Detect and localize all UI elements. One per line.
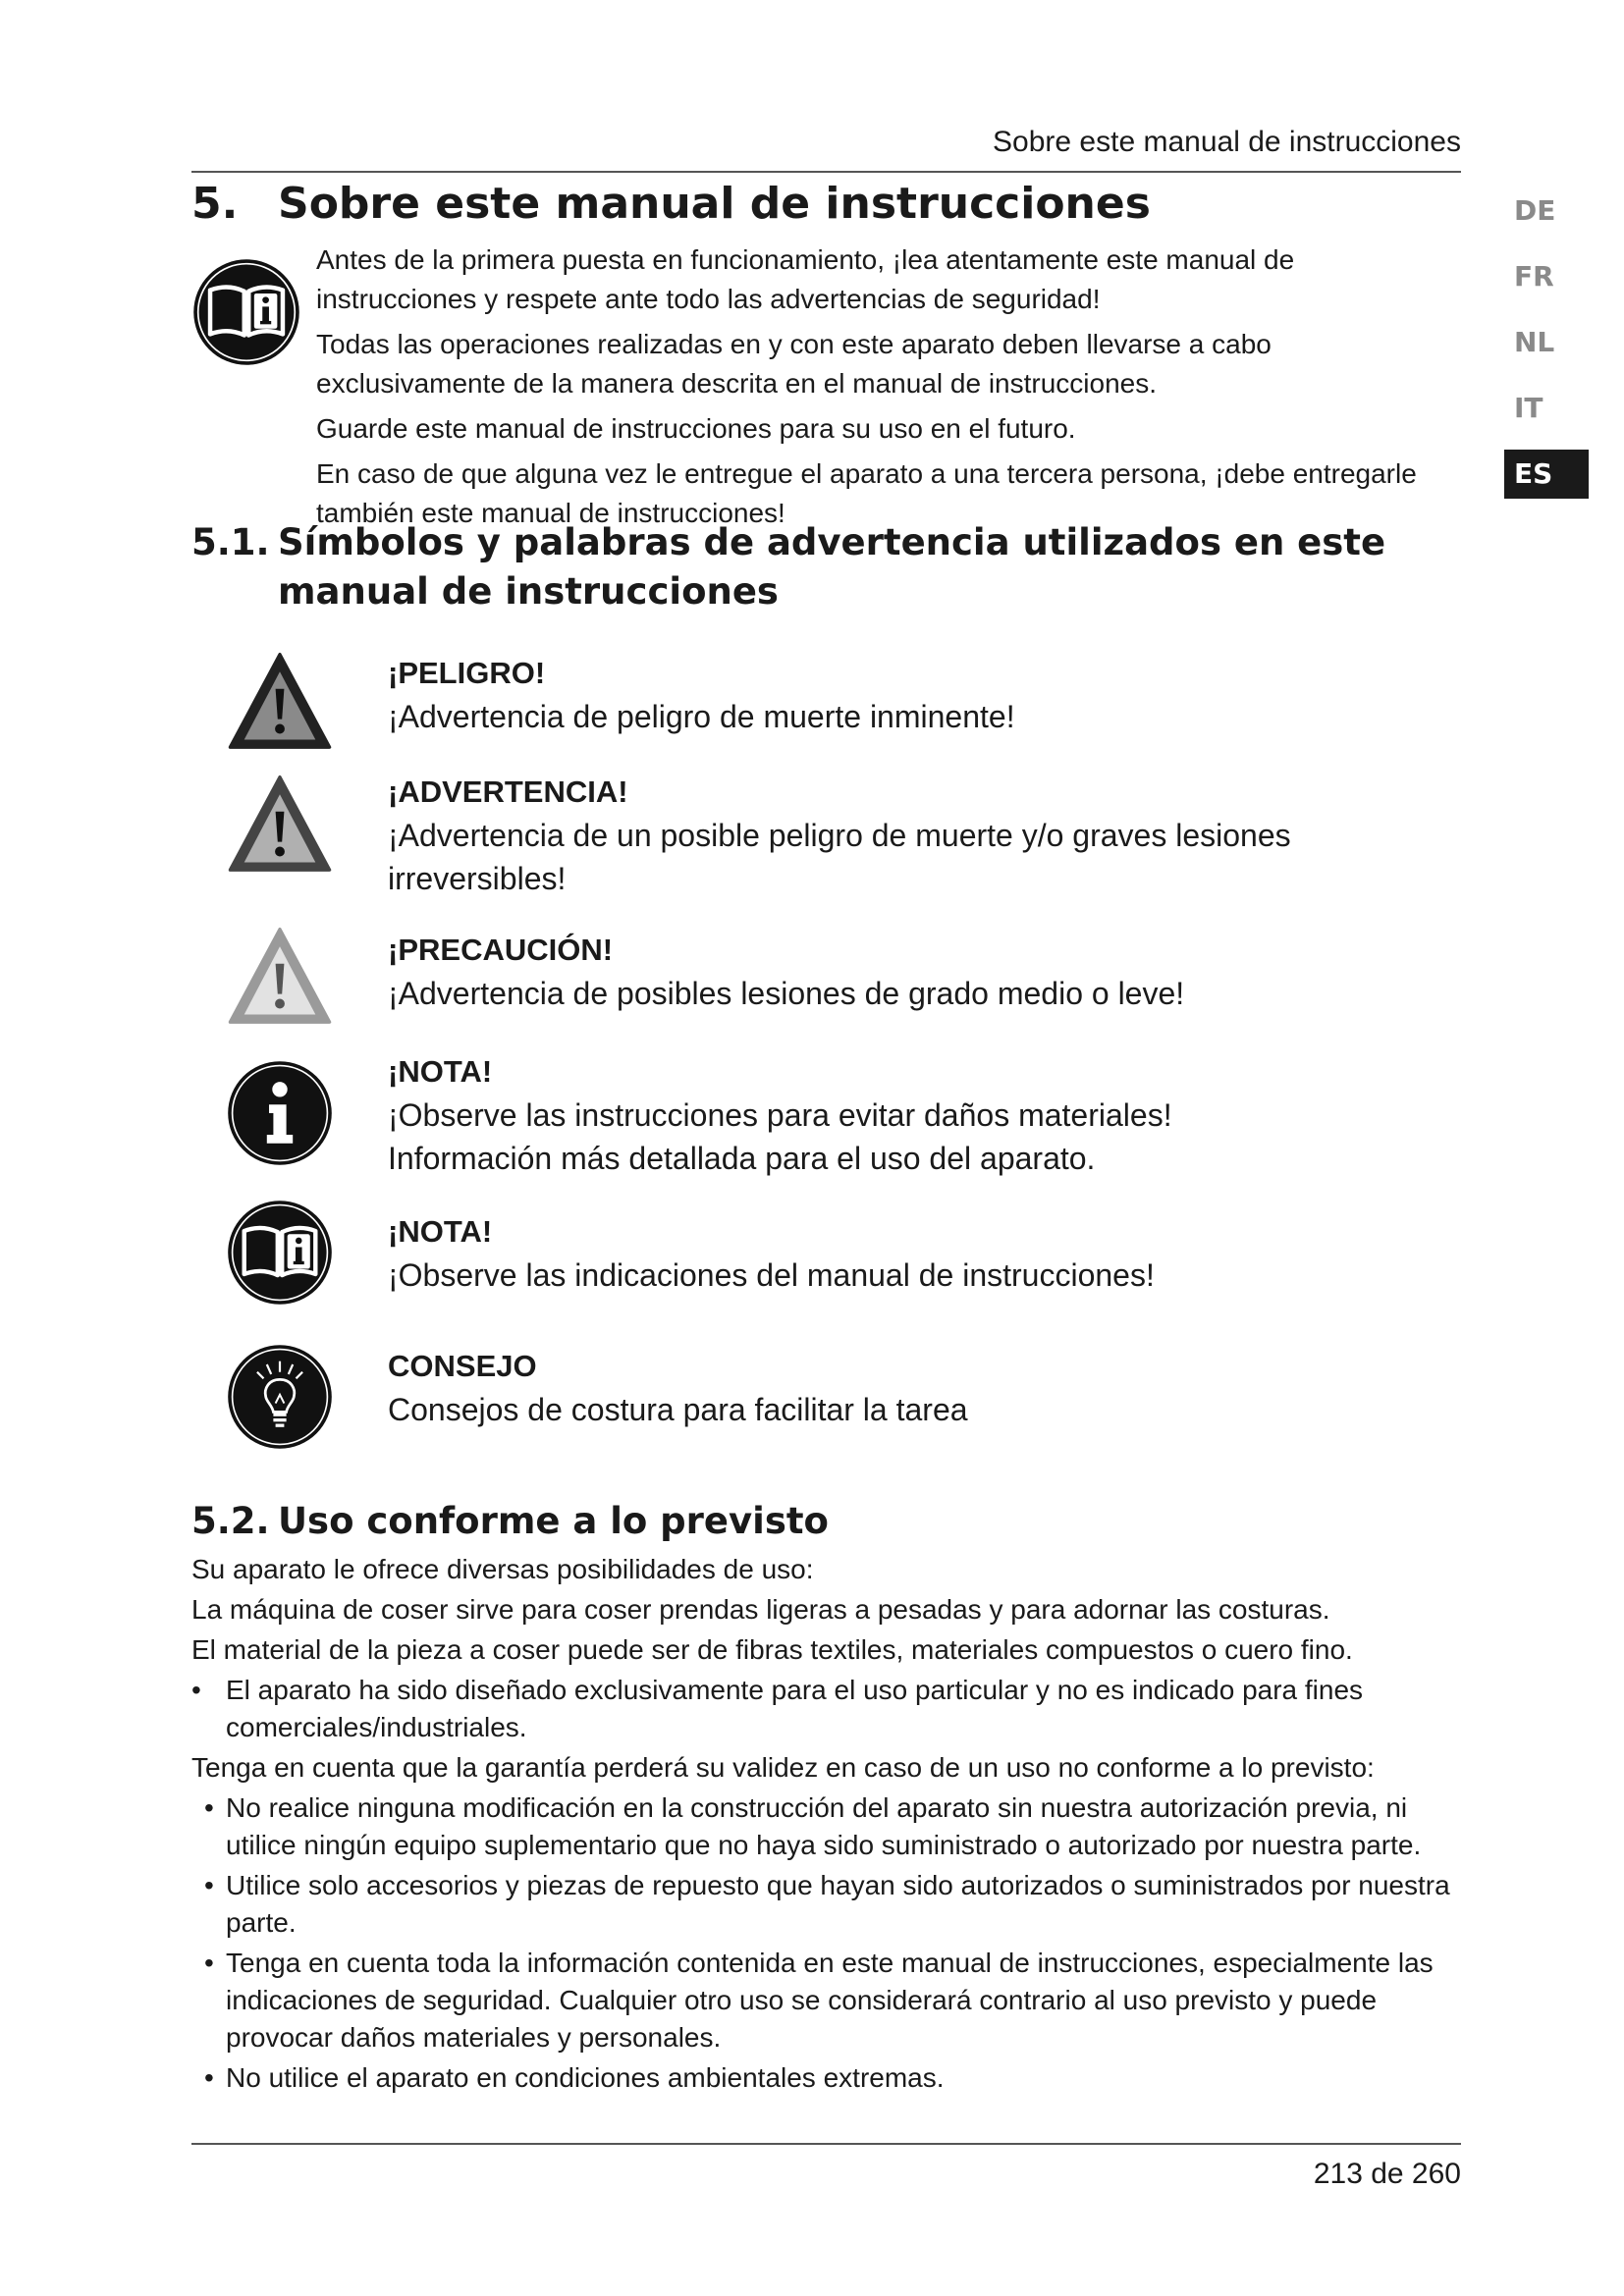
lang-tab-fr[interactable]: FR: [1514, 260, 1554, 293]
symbol-text: ¡Observe las instrucciones para evitar daños materiales!: [388, 1097, 1172, 1133]
info-icon: [226, 1059, 334, 1167]
lang-tab-es[interactable]: ES: [1504, 450, 1589, 499]
list-item-text: No realice ninguna modificación en la construcción del aparato sin nuestra autorización previa, ni utilice ningún equipo suplementario que no haya sido suministrado o autorizado por nuestra parte.: [226, 1792, 1422, 1860]
paragraph: Antes de la primera puesta en funcionamiento, ¡lea atentamente este manual de instrucciones y respete ante todo las advertencias de seguridad!: [316, 244, 1295, 314]
danger-triangle-icon: [226, 648, 334, 756]
symbol-body: [388, 652, 1458, 738]
footer-rule: [191, 2143, 1461, 2145]
section-number: 5.1.: [191, 521, 270, 563]
section-5-intro: [316, 240, 1455, 539]
paragraph: Tenga en cuenta que la garantía perderá su validez en caso de un uso no conforme a lo previsto:: [191, 1752, 1375, 1783]
symbol-text: Información más detallada para el uso del aparato.: [388, 1141, 1096, 1176]
lang-tab-nl[interactable]: NL: [1514, 326, 1555, 358]
symbol-title: ¡PELIGRO!: [388, 656, 546, 690]
paragraph: La máquina de coser sirve para coser prendas ligeras a pesadas y para adornar las costuras.: [191, 1594, 1330, 1625]
symbol-body: [388, 1345, 1458, 1431]
paragraph: En caso de que alguna vez le entregue el aparato a una tercera persona, ¡debe entregarle también este manual de instrucciones!: [316, 458, 1417, 528]
symbol-title: ¡NOTA!: [388, 1054, 493, 1089]
caution-triangle-icon: [226, 923, 334, 1031]
section-number: 5.: [191, 179, 239, 229]
language-nav: [1504, 187, 1589, 515]
symbol-text: ¡Observe las indicaciones del manual de instrucciones!: [388, 1257, 1155, 1293]
symbol-title: ¡NOTA!: [388, 1214, 493, 1249]
symbol-title: ¡PRECAUCIÓN!: [388, 933, 614, 967]
bullet: •: [204, 1948, 214, 1978]
symbol-title: CONSEJO: [388, 1349, 537, 1383]
manual-book-icon: [226, 1199, 334, 1307]
section-title: Símbolos y palabras de advertencia utilizados en este manual de instrucciones: [278, 521, 1386, 613]
list-item: [191, 1789, 1461, 1864]
manual-book-icon: [191, 257, 301, 367]
header-rule: [191, 171, 1461, 173]
symbol-body: [388, 771, 1458, 900]
paragraph: Guarde este manual de instrucciones para su uso en el futuro.: [316, 413, 1076, 444]
page-number: 213 de 260: [1313, 2158, 1461, 2190]
running-header: Sobre este manual de instrucciones: [993, 126, 1461, 158]
paragraph: Su aparato le ofrece diversas posibilidades de uso:: [191, 1554, 814, 1584]
bullet: •: [204, 1792, 214, 1823]
bullet: •: [204, 2062, 214, 2093]
symbol-text: ¡Advertencia de peligro de muerte inminente!: [388, 699, 1015, 734]
list-item-text: El aparato ha sido diseñado exclusivamente para el uso particular y no es indicado para fines comerciales/industriales.: [226, 1675, 1364, 1742]
list-item: [191, 1672, 1461, 1746]
section-title: Uso conforme a lo previsto: [278, 1500, 829, 1542]
lang-tab-de[interactable]: DE: [1514, 194, 1556, 227]
list-item: [191, 1945, 1461, 2056]
section-5-1-heading: [191, 518, 1456, 616]
symbol-text: Consejos de costura para facilitar la tarea: [388, 1392, 968, 1427]
symbol-title: ¡ADVERTENCIA!: [388, 774, 628, 809]
section-5-2-body: [191, 1551, 1461, 2100]
symbol-body: [388, 929, 1458, 1015]
paragraph: Todas las operaciones realizadas en y con este aparato deben llevarse a cabo exclusivamente de la manera descrita en el manual de instrucciones.: [316, 329, 1272, 399]
section-number: 5.2.: [191, 1500, 270, 1542]
bullet: •: [204, 1870, 214, 1900]
warning-triangle-icon: [226, 771, 334, 879]
paragraph: El material de la pieza a coser puede ser de fibras textiles, materiales compuestos o cuero fino.: [191, 1634, 1353, 1665]
symbol-body: [388, 1210, 1458, 1297]
list-item-text: Tenga en cuenta toda la información contenida en este manual de instrucciones, especialmente las indicaciones de seguridad. Cualquier otro uso se considerará contrario al uso previsto y puede provocar daños materiales y personales.: [226, 1948, 1434, 2053]
section-title: Sobre este manual de instrucciones: [278, 179, 1151, 229]
lang-tab-it[interactable]: IT: [1514, 392, 1543, 424]
list-item-text: No utilice el aparato en condiciones ambientales extremas.: [226, 2062, 945, 2093]
symbol-text: ¡Advertencia de un posible peligro de muerte y/o graves lesiones irreversibles!: [388, 818, 1291, 896]
list-item-text: Utilice solo accesorios y piezas de repuesto que hayan sido autorizados o suministrados por nuestra parte.: [226, 1870, 1450, 1938]
list-item: [191, 1867, 1461, 1942]
section-5-2-heading: [191, 1497, 829, 1546]
bullet: •: [191, 1675, 201, 1705]
list-item: [191, 2059, 1461, 2097]
light-bulb-icon: [226, 1343, 334, 1451]
symbol-text: ¡Advertencia de posibles lesiones de grado medio o leve!: [388, 976, 1185, 1011]
symbol-body: [388, 1050, 1458, 1180]
section-5-heading: [191, 175, 1151, 234]
